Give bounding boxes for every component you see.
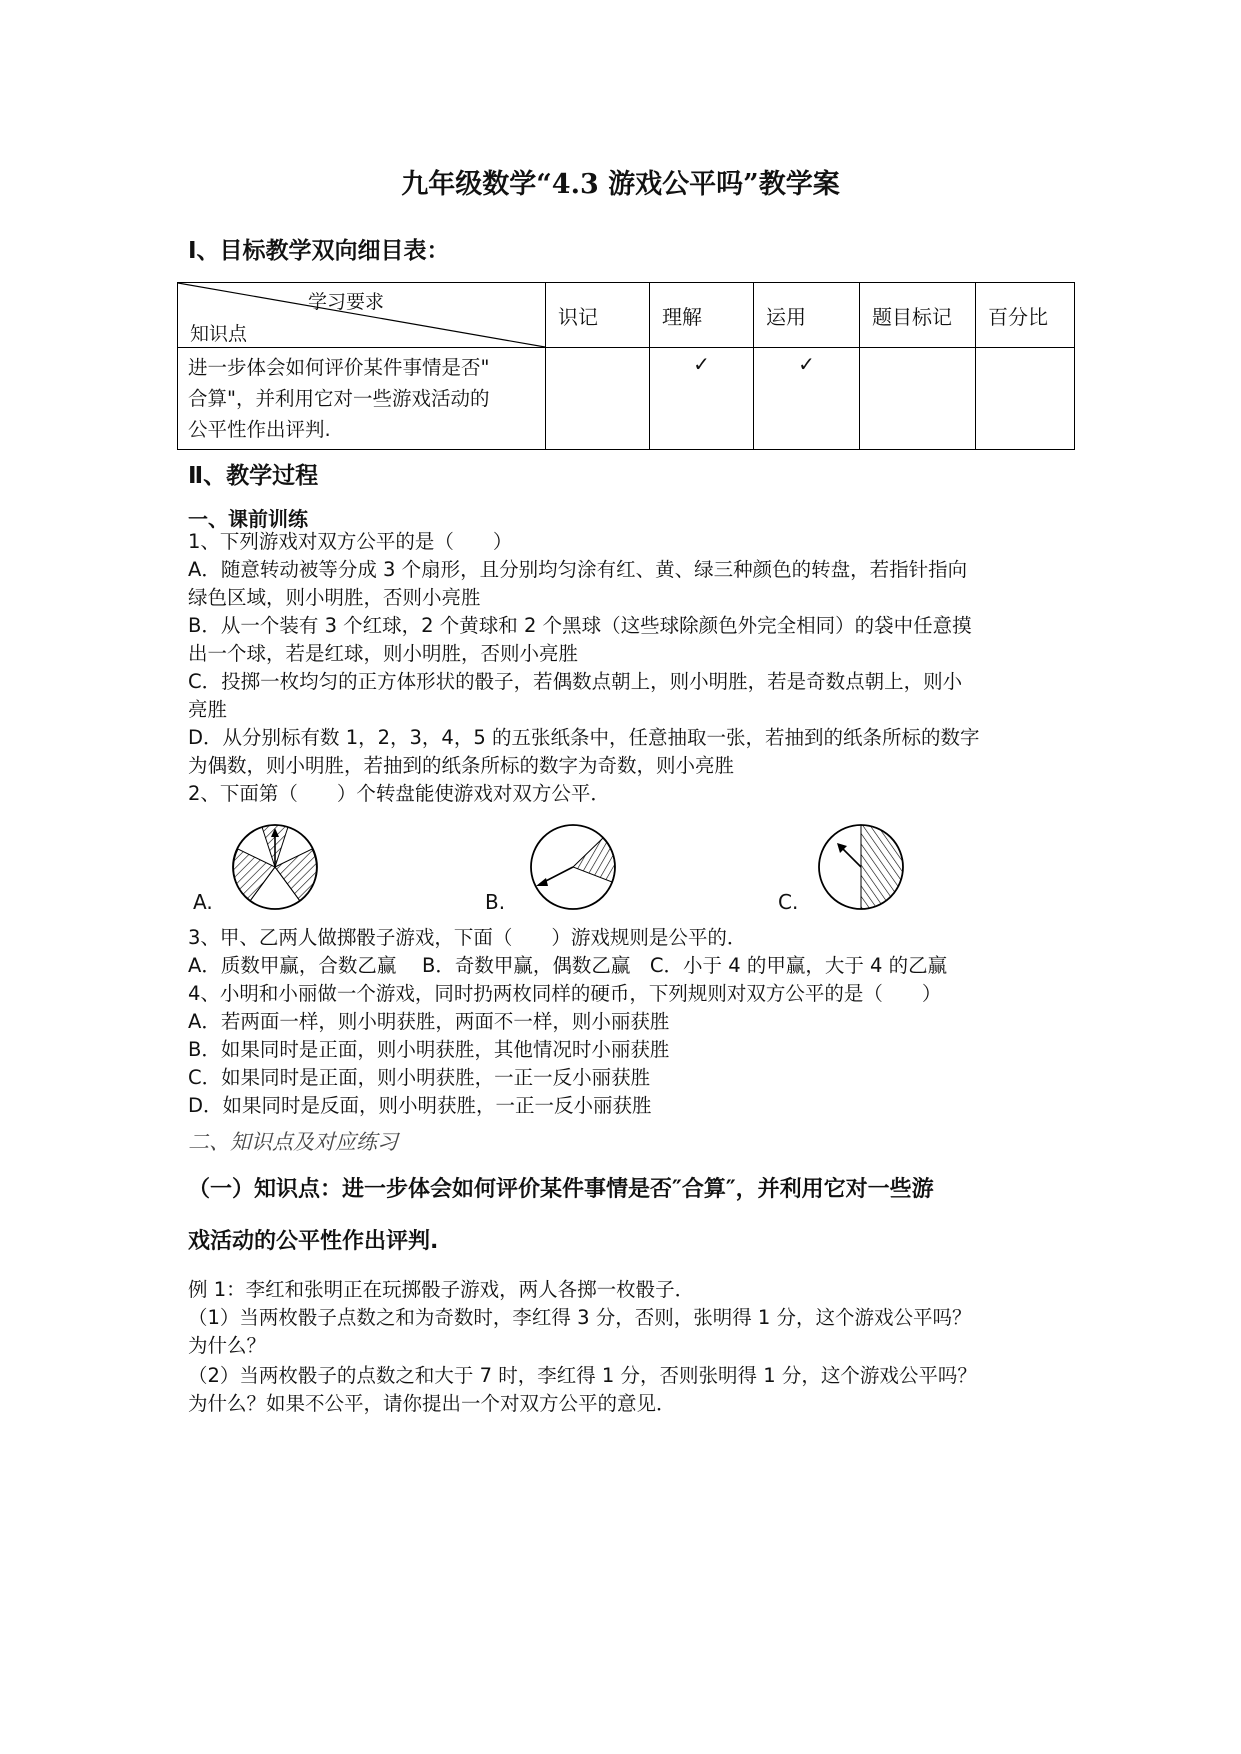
spinner-a-icon [230,822,320,912]
knowledge-point-line: （一）知识点：进一步体会如何评价某件事情是否″合算″，并利用它对一些游 [188,1177,934,1202]
page-title: 九年级数学“4.3 游戏公平吗”教学案 [401,169,840,200]
table-row [178,348,1075,450]
text-line: 3、甲、乙两人做掷骰子游戏，下面（ ）游戏规则是公平的． [188,926,747,949]
example-line: 为什么？ [188,1334,267,1357]
text-line: B．如果同时是正面，则小明获胜，其他情况时小丽获胜 [188,1038,670,1061]
objective-table [177,282,1075,450]
header-cell: 运用 [754,283,860,348]
text-line: D．从分别标有数 1，2，3，4，5 的五张纸条中，任意抽取一张，若抽到的纸条所标的数字 [188,726,980,749]
header-cell: 理解 [650,283,754,348]
text-line: 亮胜 [188,698,228,721]
example-line: 例 1：李红和张明正在玩掷骰子游戏，两人各掷一枚骰子． [188,1278,695,1301]
text-line: 绿色区域，则小明胜，否则小亮胜 [188,586,481,609]
spinner-label-c: C. [778,890,799,914]
header-cell: 百分比 [976,283,1075,348]
diag-header-bottom: 知识点 [190,323,248,345]
text-line: D．如果同时是反面，则小明获胜，一正一反小丽获胜 [188,1094,652,1117]
example-line: （1）当两枚骰子点数之和为奇数时，李红得 3 分，否则，张明得 1 分，这个游戏公平吗？ [188,1306,972,1329]
text-line: A．若两面一样，则小明获胜，两面不一样，则小丽获胜 [188,1010,670,1033]
spinner-label-b: B. [485,890,506,914]
example-line: （2）当两枚骰子的点数之和大于 7 时，李红得 1 分，否则张明得 1 分，这个游戏公平吗？ [188,1364,977,1387]
section-heading-2: Ⅱ、教学过程 [188,463,319,489]
mark-cell [976,348,1075,450]
spinner-label-a: A. [193,890,213,914]
header-cell: 题目标记 [860,283,976,348]
text-line: 出一个球，若是红球，则小明胜，否则小亮胜 [188,642,579,665]
knowledge-cell: 进一步体会如何评价某件事情是否" 合算"，并利用它对一些游戏活动的 公平性作出评判. [178,348,546,450]
knowledge-point-line: 戏活动的公平性作出评判. [188,1229,439,1254]
mark-cell [546,348,650,450]
text-line: 4、小明和小丽做一个游戏，同时扔两枚同样的硬币，下列规则对双方公平的是（ ） [188,982,942,1005]
text-line: 2、下面第（ ）个转盘能使游戏对双方公平． [188,782,610,805]
example-line: 为什么？如果不公平，请你提出一个对双方公平的意见． [188,1392,676,1415]
subheading-pre-training: 一、课前训练 [188,507,308,531]
text-line: C．如果同时是正面，则小明获胜，一正一反小丽获胜 [188,1066,651,1089]
mark-cell [860,348,976,450]
check-mark-icon: ✓ [650,348,754,450]
text-line: 为偶数，则小明胜，若抽到的纸条所标的数字为奇数，则小亮胜 [188,754,735,777]
text-line: B．从一个装有 3 个红球，2 个黄球和 2 个黑球（这些球除颜色外完全相同）的袋中任意摸 [188,614,972,637]
spinner-b-icon [528,822,618,912]
header-cell: 识记 [546,283,650,348]
diag-header-top: 学习要求 [308,291,385,313]
text-line: C．投掷一枚均匀的正方体形状的骰子，若偶数点朝上，则小明胜，若是奇数点朝上，则小 [188,670,963,693]
diagonal-header-cell [178,283,546,348]
section-heading-1: Ⅰ、目标教学双向细目表： [188,238,450,264]
text-line: A．随意转动被等分成 3 个扇形，且分别均匀涂有红、黄、绿三种颜色的转盘，若指针指向 [188,558,968,581]
check-mark-icon: ✓ [754,348,860,450]
text-line: A．质数甲赢，合数乙赢 B．奇数甲赢，偶数乙赢 C．小于 4 的甲赢，大于 4 的乙赢 [188,954,948,977]
subheading-knowledge: 二、知识点及对应练习 [188,1130,398,1154]
table-header-row [178,283,1075,348]
text-line: 1、下列游戏对双方公平的是（ ） [188,530,513,553]
spinner-c-icon [816,822,906,912]
